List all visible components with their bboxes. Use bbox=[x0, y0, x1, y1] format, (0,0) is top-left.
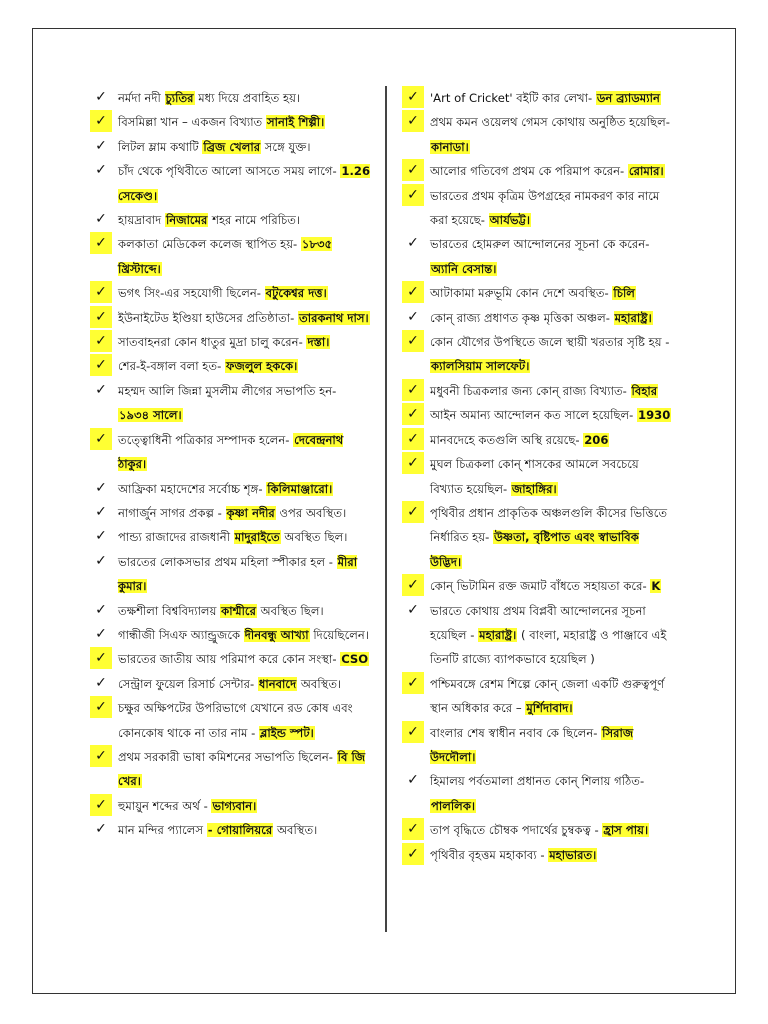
answer-highlight: ভাগ্যবান। bbox=[212, 798, 257, 813]
checkmark-icon: ✓ bbox=[402, 281, 424, 303]
checkmark-icon: ✓ bbox=[402, 574, 424, 596]
quiz-item bbox=[402, 330, 674, 379]
quiz-item bbox=[90, 696, 370, 745]
checkmark-icon: ✓ bbox=[95, 552, 107, 569]
quiz-item bbox=[90, 550, 370, 599]
checkmark-icon: ✓ bbox=[407, 308, 419, 325]
answer-highlight: দেবেন্দ্রনাথ ঠাকুর। bbox=[118, 432, 344, 472]
question-text: ইউনাইটেড ইণ্ডিয়া হাউসের প্রতিষ্ঠাতা- bbox=[118, 310, 299, 325]
quiz-item bbox=[402, 452, 674, 501]
checkmark-icon: ✓ bbox=[90, 745, 112, 767]
quiz-item bbox=[90, 477, 370, 501]
answer-highlight: ফজলুল হককে। bbox=[225, 359, 298, 374]
question-text: ভারতে কোথায় প্রথম বিপ্লবী আন্দোলনের সূচনা হয়েছিল - bbox=[430, 603, 646, 642]
answer-highlight: - গোয়ালিয়রে bbox=[207, 823, 273, 838]
trailing-text: ওপর অবস্থিত। bbox=[275, 505, 347, 520]
question-text: বিসমিল্লা খান – একজন বিখ্যাত bbox=[118, 115, 266, 130]
trailing-text: শহর নামে পরিচিত। bbox=[208, 213, 301, 228]
answer-highlight: ধানবাদে bbox=[258, 676, 297, 691]
checkmark-icon: ✓ bbox=[402, 501, 424, 523]
answer-highlight: কৃষ্ণা নদীর bbox=[226, 505, 275, 520]
answer-highlight: 1930 bbox=[638, 408, 671, 423]
checkmark-icon: ✓ bbox=[95, 89, 107, 105]
answer-highlight: ডন ব্র্যাডম্যান bbox=[596, 91, 660, 105]
answer-highlight: নিজামের bbox=[165, 213, 208, 228]
question-text: আটাকামা মরুভূমি কোন দেশে অবস্থিত- bbox=[430, 286, 613, 301]
checkmark-icon: ✓ bbox=[95, 381, 107, 398]
quiz-item bbox=[402, 501, 674, 574]
quiz-item bbox=[90, 599, 370, 623]
question-text: আইন অমান্য আন্দোলন কত সালে হয়েছিল- bbox=[430, 408, 637, 423]
answer-highlight: ক্যালসিয়াম সালফেট। bbox=[431, 359, 530, 374]
checkmark-icon: ✓ bbox=[402, 86, 424, 108]
answer-highlight: ১৮৩৫ খ্রিস্টাব্দে। bbox=[118, 237, 333, 276]
quiz-item bbox=[402, 672, 674, 721]
answer-highlight: কিলিমাঞ্জারো। bbox=[267, 481, 333, 496]
trailing-text: অবস্থিত ছিল। bbox=[256, 603, 324, 618]
answer-highlight: সিরাজ উদদৌলা। bbox=[430, 725, 634, 764]
quiz-item bbox=[402, 232, 674, 281]
answer-highlight: বি জি খের। bbox=[118, 749, 366, 789]
checkmark-icon: ✓ bbox=[95, 211, 107, 228]
trailing-text: অবস্থিত ছিল। bbox=[280, 530, 348, 545]
question-text: ভগৎ সিং-এর সহযোগী ছিলেন- bbox=[118, 286, 265, 301]
quiz-item bbox=[402, 281, 674, 305]
quiz-item bbox=[402, 86, 674, 110]
answer-highlight: আর্যভট্ট। bbox=[489, 213, 530, 228]
answer-highlight: মাদুরাইতে bbox=[234, 530, 280, 545]
question-text: মধুবনী চিত্রকলার জন্য কোন্ রাজ্য বিখ্যাত- bbox=[430, 383, 631, 398]
checkmark-icon: ✓ bbox=[90, 330, 112, 352]
question-text: মানবদেহে কতগুলি অস্থি রয়েছে- bbox=[430, 432, 584, 447]
quiz-item bbox=[90, 818, 370, 842]
quiz-item bbox=[402, 574, 674, 598]
question-text: হুমায়ুন শব্দের অর্থ - bbox=[118, 798, 212, 813]
checkmark-icon: ✓ bbox=[95, 137, 107, 154]
quiz-item bbox=[402, 769, 674, 818]
quiz-item bbox=[90, 232, 370, 281]
quiz-item bbox=[402, 599, 674, 672]
answer-highlight: CSO bbox=[341, 652, 369, 667]
quiz-item bbox=[90, 86, 370, 110]
quiz-item bbox=[402, 379, 674, 403]
answer-highlight: K bbox=[651, 579, 661, 594]
answer-highlight: ব্রিজ খেলার bbox=[203, 139, 261, 154]
quiz-item bbox=[90, 110, 370, 134]
quiz-item bbox=[90, 525, 370, 549]
question-text: ভারতের জাতীয় আয় পরিমাপ করে কোন সংস্থা- bbox=[118, 652, 341, 667]
checkmark-icon: ✓ bbox=[95, 479, 107, 496]
answer-highlight: ১৯৩৪ সালে। bbox=[119, 408, 182, 423]
question-text: মহম্মদ আলি জিন্না মুসলীম লীগের সভাপতি হন- bbox=[118, 383, 337, 398]
quiz-item bbox=[90, 330, 370, 354]
quiz-item bbox=[402, 843, 674, 867]
answer-highlight: পাললিক। bbox=[431, 798, 476, 813]
trailing-text: সঙ্গে যুক্ত। bbox=[261, 139, 311, 154]
question-text: কোন্ রাজ্য প্রধাণত কৃষ্ণ মৃত্তিকা অঞ্চল- bbox=[430, 310, 614, 325]
checkmark-icon: ✓ bbox=[90, 647, 112, 669]
question-text: মান মন্দির প্যালেস bbox=[118, 823, 207, 838]
question-text: হিমালয় পর্বতমালা প্রধানত কোন্ শিলায় গঠিত- bbox=[430, 774, 645, 789]
question-text: সেন্ট্রাল ফুয়েল রিসার্চ সেন্টার- bbox=[118, 676, 258, 691]
question-text: আলোর গতিবেগ প্রথম কে পরিমাপ করেন- bbox=[430, 164, 628, 179]
question-text: পৃথিবীর বৃহত্তম মহাকাব্য - bbox=[430, 847, 549, 862]
checkmark-icon: ✓ bbox=[90, 696, 112, 718]
checkmark-icon: ✓ bbox=[90, 794, 112, 816]
quiz-item bbox=[90, 306, 370, 330]
answer-highlight: মহাভারত। bbox=[549, 847, 597, 862]
answer-highlight: বটুকেশ্বর দত্ত। bbox=[265, 286, 327, 301]
checkmark-icon: ✓ bbox=[402, 184, 424, 206]
question-text: লিটল ম্লাম কথাটি bbox=[118, 139, 203, 154]
checkmark-icon: ✓ bbox=[90, 354, 112, 376]
answer-highlight: চ্যুতির bbox=[165, 91, 194, 105]
question-text: কোন্ ভিটামিন রক্ত জমাট বাঁধতে সহায়তা করে- bbox=[430, 579, 651, 594]
quiz-item bbox=[402, 184, 674, 233]
question-text: নাগার্জুন সাগর প্রকল্প - bbox=[118, 505, 226, 520]
answer-highlight: হ্রাস পায়। bbox=[603, 823, 649, 838]
question-text: ভারতের লোকসভার প্রথম মহিলা স্পীকার হল - bbox=[118, 554, 337, 569]
answer-highlight: মহারাষ্ট্র। bbox=[479, 627, 517, 642]
answer-highlight: চিলি bbox=[613, 286, 635, 301]
answer-highlight: দস্তা। bbox=[307, 335, 330, 350]
quiz-item bbox=[402, 306, 674, 330]
answer-highlight: মুর্শিদাবাদ। bbox=[526, 701, 573, 716]
checkmark-icon: ✓ bbox=[402, 428, 424, 450]
checkmark-icon: ✓ bbox=[407, 235, 419, 252]
answer-highlight: বিহার bbox=[631, 383, 658, 398]
checkmark-icon: ✓ bbox=[407, 772, 419, 789]
question-text: চক্ষুর অক্ষিপটের উপরিভাগে যেখানে রড কোষ এবং কোনকোষ থাকে না তার নাম - bbox=[118, 701, 353, 740]
answer-highlight: উষ্ণতা, বৃষ্টিপাত এবং স্বাভাবিক উদ্ভিদ। bbox=[430, 530, 639, 569]
answer-highlight: মীরা কুমার। bbox=[118, 554, 358, 594]
quiz-item bbox=[90, 354, 370, 378]
quiz-item bbox=[90, 745, 370, 794]
quiz-item bbox=[90, 208, 370, 232]
quiz-item bbox=[90, 428, 370, 477]
question-text: প্রথম সরকারী ভাষা কমিশনের সভাপতি ছিলেন- bbox=[118, 749, 337, 764]
question-text: গান্ধীজী সিএফ অ্যান্ড্রুজকে bbox=[118, 627, 244, 642]
question-text: তাপ বৃদ্ধিতে চৌম্বক পদার্থের চুম্বকত্ব - bbox=[430, 823, 603, 838]
trailing-text: ( বাংলা, মহারাষ্ট্র ও পাঞ্জাবে এই তিনটি রাজ্যে ব্যাপকভাবে হয়েছিল ) bbox=[430, 627, 667, 667]
answer-highlight: কানাডা। bbox=[431, 139, 469, 154]
quiz-item bbox=[90, 379, 370, 428]
question-text: সাতবাহনরা কোন ধাতুর মুদ্রা চালু করেন- bbox=[118, 335, 307, 350]
question-text: পৃথিবীর প্রধান প্রাকৃতিক অঞ্চলগুলি কীসের ভিত্তিতে নির্ধারিত হয়- bbox=[430, 505, 668, 545]
quiz-item bbox=[402, 818, 674, 842]
answer-highlight: কাশ্মীরে bbox=[221, 603, 256, 618]
checkmark-icon: ✓ bbox=[90, 428, 112, 450]
checkmark-icon: ✓ bbox=[407, 601, 419, 618]
checkmark-icon: ✓ bbox=[95, 821, 107, 838]
answer-highlight: অ্যানি বেসান্ত। bbox=[431, 261, 497, 276]
checkmark-icon: ✓ bbox=[402, 403, 424, 425]
checkmark-icon: ✓ bbox=[402, 110, 424, 132]
question-text: কলকাতা মেডিকেল কলেজ স্থাপিত হয়- bbox=[118, 237, 301, 252]
trailing-text: অবস্থিত। bbox=[297, 676, 342, 691]
checkmark-icon: ✓ bbox=[402, 672, 424, 694]
question-text: মুঘল চিত্রকলা কোন্ শাসকের আমলে সবচেয়ে বিখ্যাত হয়েছিল- bbox=[430, 457, 639, 496]
trailing-text: অবস্থিত। bbox=[273, 823, 318, 838]
answer-highlight: 1.26 সেকেণ্ড। bbox=[118, 164, 371, 203]
question-text: কোন যৌগের উপস্থিতে জলে স্থায়ী খরতার সৃষ্টি হয় - bbox=[430, 335, 670, 350]
checkmark-icon: ✓ bbox=[95, 528, 107, 545]
checkmark-icon: ✓ bbox=[95, 674, 107, 691]
answer-highlight: জাহাঙ্গির। bbox=[511, 481, 557, 496]
trailing-text: মধ্য দিয়ে প্রবাহিত হয়। bbox=[194, 91, 301, 105]
quiz-item bbox=[402, 110, 674, 159]
question-text: তক্ষশীলা বিশ্ববিদ্যালয় bbox=[118, 603, 221, 618]
question-text: শের-ই-বঙ্গাল বলা হত- bbox=[118, 359, 225, 374]
question-text: প্রথম কমন ওয়েলথ গেমস কোথায় অনুষ্ঠিত হয়েছিল- bbox=[430, 115, 670, 130]
checkmark-icon: ✓ bbox=[402, 843, 424, 865]
checkmark-icon: ✓ bbox=[402, 721, 424, 743]
quiz-item bbox=[402, 721, 674, 770]
left-column bbox=[90, 86, 370, 843]
question-text: ভারতের প্রথম কৃত্রিম উপগ্রহের নামকরণ কার নামে করা হয়েছে- bbox=[430, 188, 660, 228]
answer-highlight: সানাই শিল্পী। bbox=[266, 115, 325, 130]
question-text: তত্ত্বোধিনী পত্রিকার সম্পাদক হলেন- bbox=[118, 432, 294, 447]
question-text: পশ্চিমবঙ্গে রেশম শিল্পে কোন্ জেলা একটি গুরুত্বপূর্ণ স্থান অধিকার করে – bbox=[430, 676, 665, 716]
question-text: নর্মদা নদী bbox=[118, 91, 165, 105]
quiz-item bbox=[90, 623, 370, 647]
quiz-item bbox=[90, 135, 370, 159]
quiz-item bbox=[90, 794, 370, 818]
checkmark-icon: ✓ bbox=[90, 306, 112, 328]
question-text: 'Art of Cricket' বইটি কার লেখা- bbox=[430, 91, 596, 105]
column-divider bbox=[385, 86, 387, 932]
checkmark-icon: ✓ bbox=[95, 162, 107, 179]
quiz-item bbox=[402, 403, 674, 427]
quiz-item bbox=[90, 672, 370, 696]
checkmark-icon: ✓ bbox=[90, 232, 112, 254]
question-text: আফ্রিকা মহাদেশের সর্বোচ্চ শৃঙ্গ- bbox=[118, 481, 267, 496]
checkmark-icon: ✓ bbox=[402, 159, 424, 181]
question-text: পান্ড্য রাজাদের রাজধানী bbox=[118, 530, 234, 545]
quiz-item bbox=[402, 428, 674, 452]
quiz-item bbox=[90, 647, 370, 671]
answer-highlight: দীনবন্ধু আখ্যা bbox=[244, 627, 309, 642]
answer-highlight: মহারাষ্ট্র। bbox=[614, 310, 652, 325]
question-text: চাঁদ থেকে পৃথিবীতে আলো আসতে সময় লাগে- bbox=[118, 164, 341, 179]
question-text: হায়দ্রাবাদ bbox=[118, 213, 165, 228]
quiz-item bbox=[90, 501, 370, 525]
quiz-item bbox=[90, 281, 370, 305]
checkmark-icon: ✓ bbox=[95, 625, 107, 642]
checkmark-icon: ✓ bbox=[402, 818, 424, 840]
checkmark-icon: ✓ bbox=[402, 330, 424, 352]
answer-highlight: তারকনাথ দাস। bbox=[299, 310, 369, 325]
trailing-text: দিয়েছিলেন। bbox=[309, 627, 369, 642]
checkmark-icon: ✓ bbox=[95, 503, 107, 520]
answer-highlight: ব্লাইন্ড স্পট। bbox=[260, 725, 314, 740]
answer-highlight: রোমার। bbox=[628, 164, 664, 179]
checkmark-icon: ✓ bbox=[90, 110, 112, 132]
question-text: বাংলার শেষ স্বাধীন নবাব কে ছিলেন- bbox=[430, 725, 602, 740]
checkmark-icon: ✓ bbox=[402, 379, 424, 401]
quiz-item bbox=[402, 159, 674, 183]
checkmark-icon: ✓ bbox=[402, 452, 424, 474]
quiz-item bbox=[90, 159, 370, 208]
checkmark-icon: ✓ bbox=[90, 281, 112, 303]
right-column bbox=[402, 86, 674, 867]
answer-highlight: 206 bbox=[584, 432, 609, 447]
checkmark-icon: ✓ bbox=[95, 601, 107, 618]
question-text: ভারতের হোমরুল আন্দোলনের সূচনা কে করেন- bbox=[430, 237, 650, 252]
